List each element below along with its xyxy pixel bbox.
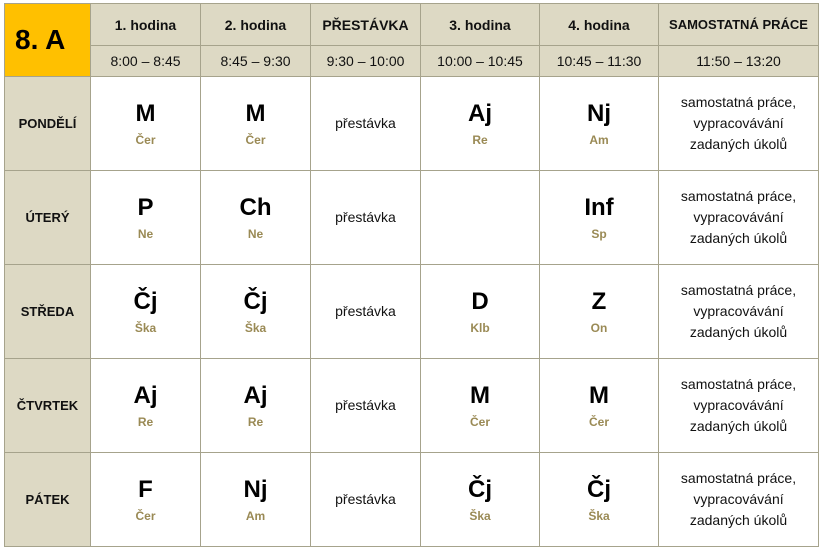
header-row-times xyxy=(5,46,819,77)
time-period-2: 8:45 – 9:30 xyxy=(201,46,311,77)
break-cell xyxy=(311,265,421,359)
day-label: STŘEDA xyxy=(5,265,91,359)
lesson-cell xyxy=(201,77,311,171)
day-label: PONDĚLÍ xyxy=(5,77,91,171)
self-study-line: samostatná práce, xyxy=(680,376,797,392)
self-study-line: zadaných úkolů xyxy=(689,136,788,152)
day-label: ÚTERÝ xyxy=(5,171,91,265)
teacher: Ne xyxy=(247,227,264,241)
break-cell xyxy=(311,77,421,171)
day-label: PÁTEK xyxy=(5,453,91,547)
subject: Čj xyxy=(587,476,611,503)
teacher: Čer xyxy=(588,415,609,429)
self-study-line: samostatná práce, xyxy=(680,282,797,298)
day-row-wednesday xyxy=(5,265,819,359)
self-study-line: samostatná práce, xyxy=(680,94,797,110)
header-period-1: 1. hodina xyxy=(91,4,201,46)
break-text: přestávka xyxy=(335,490,396,507)
teacher: Ška xyxy=(588,509,610,523)
lesson-cell-empty xyxy=(421,171,540,265)
subject: Z xyxy=(591,288,607,315)
lesson-cell xyxy=(201,453,311,547)
lesson-cell xyxy=(540,265,659,359)
break-text: přestávka xyxy=(335,302,396,319)
self-study-line: vypracovávání xyxy=(693,397,784,413)
teacher: Čer xyxy=(135,509,156,523)
time-period-3: 10:00 – 10:45 xyxy=(421,46,540,77)
day-row-friday xyxy=(5,453,819,547)
self-study-line: zadaných úkolů xyxy=(689,512,788,528)
teacher: Am xyxy=(245,509,266,523)
teacher: Ška xyxy=(134,321,157,335)
header-self-study: SAMOSTATNÁ PRÁCE xyxy=(659,4,819,46)
self-study-line: vypracovávání xyxy=(693,209,784,225)
subject: Ch xyxy=(239,194,272,221)
lesson-cell xyxy=(540,359,659,453)
break-text: přestávka xyxy=(335,208,396,225)
teacher: Čer xyxy=(469,415,490,429)
subject: Aj xyxy=(243,382,268,409)
lesson-cell xyxy=(201,171,311,265)
break-cell xyxy=(311,453,421,547)
teacher: Čer xyxy=(135,133,156,147)
self-study-cell xyxy=(659,77,819,171)
self-study-line: samostatná práce, xyxy=(680,188,797,204)
subject: Aj xyxy=(468,100,492,127)
self-study-cell xyxy=(659,171,819,265)
teacher: Ška xyxy=(469,509,491,523)
header-row-periods xyxy=(5,4,819,46)
teacher: Sp xyxy=(591,227,607,241)
header-period-3: 3. hodina xyxy=(421,4,540,46)
teacher: Re xyxy=(472,133,488,147)
subject: Aj xyxy=(133,382,158,409)
self-study-line: vypracovávání xyxy=(693,303,784,319)
self-study-line: zadaných úkolů xyxy=(689,418,788,434)
teacher: Ne xyxy=(137,227,154,241)
subject: F xyxy=(138,476,153,503)
lesson-cell xyxy=(421,359,540,453)
lesson-cell xyxy=(540,77,659,171)
subject: Nj xyxy=(243,476,268,503)
lesson-cell xyxy=(91,171,201,265)
teacher: Am xyxy=(589,133,609,147)
lesson-cell xyxy=(91,453,201,547)
self-study-cell xyxy=(659,359,819,453)
subject: Čj xyxy=(133,288,158,315)
day-label: ČTVRTEK xyxy=(5,359,91,453)
timetable xyxy=(4,3,819,547)
timetable-wrapper xyxy=(4,3,819,547)
lesson-cell xyxy=(201,359,311,453)
lesson-cell xyxy=(91,359,201,453)
day-row-monday xyxy=(5,77,819,171)
subject: M xyxy=(135,100,156,127)
time-self-study: 11:50 – 13:20 xyxy=(659,46,819,77)
time-period-4: 10:45 – 11:30 xyxy=(540,46,659,77)
lesson-cell xyxy=(421,77,540,171)
teacher: Ška xyxy=(244,321,267,335)
day-row-thursday xyxy=(5,359,819,453)
day-row-tuesday xyxy=(5,171,819,265)
teacher: Čer xyxy=(245,133,266,147)
lesson-cell xyxy=(540,453,659,547)
break-text: přestávka xyxy=(335,114,396,131)
teacher: On xyxy=(590,321,608,335)
break-cell xyxy=(311,359,421,453)
self-study-line: vypracovávání xyxy=(693,491,784,507)
subject: D xyxy=(471,288,489,315)
teacher: Re xyxy=(137,415,154,429)
lesson-cell xyxy=(91,77,201,171)
self-study-line: samostatná práce, xyxy=(680,470,797,486)
subject: M xyxy=(589,382,609,409)
self-study-cell xyxy=(659,453,819,547)
subject: Inf xyxy=(584,194,614,221)
self-study-line: vypracovávání xyxy=(693,115,784,131)
teacher: Klb xyxy=(470,321,490,335)
self-study-line: zadaných úkolů xyxy=(689,324,788,340)
header-period-2: 2. hodina xyxy=(201,4,311,46)
lesson-cell xyxy=(540,171,659,265)
teacher: Re xyxy=(247,415,264,429)
break-text: přestávka xyxy=(335,396,396,413)
lesson-cell xyxy=(91,265,201,359)
subject: Nj xyxy=(587,100,611,127)
subject: Čj xyxy=(468,476,492,503)
lesson-cell xyxy=(201,265,311,359)
lesson-cell xyxy=(421,453,540,547)
self-study-cell xyxy=(659,265,819,359)
subject: Čj xyxy=(243,288,268,315)
header-period-4: 4. hodina xyxy=(540,4,659,46)
self-study-line: zadaných úkolů xyxy=(689,230,788,246)
lesson-cell xyxy=(421,265,540,359)
class-label: 8. A xyxy=(5,4,91,77)
header-break: PŘESTÁVKA xyxy=(311,4,421,46)
break-cell xyxy=(311,171,421,265)
time-break: 9:30 – 10:00 xyxy=(311,46,421,77)
subject: M xyxy=(470,382,490,409)
subject: P xyxy=(137,194,154,221)
time-period-1: 8:00 – 8:45 xyxy=(91,46,201,77)
subject: M xyxy=(245,100,266,127)
